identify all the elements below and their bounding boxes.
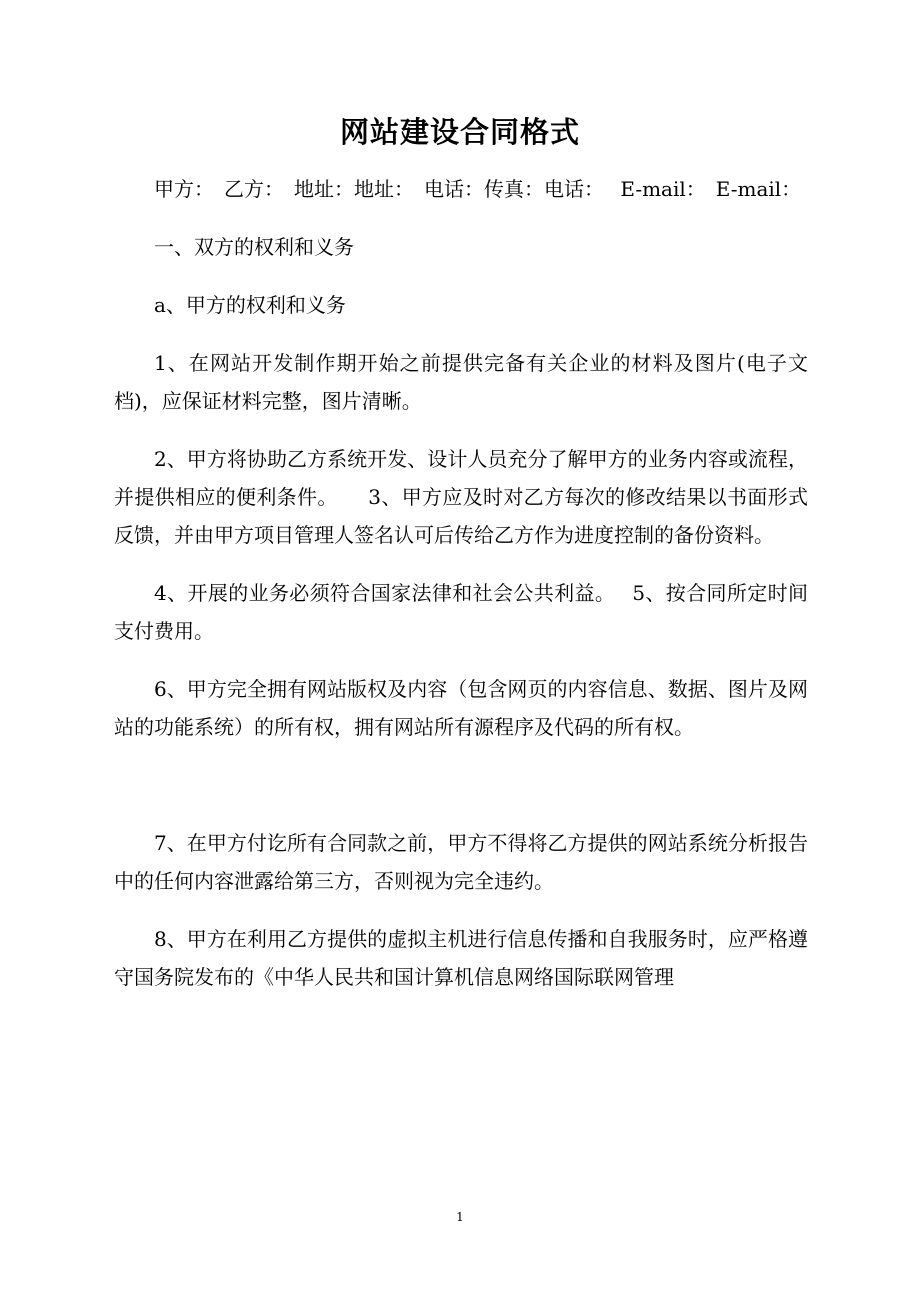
clause-2-3: 2、甲方将协助乙方系统开发、设计人员充分了解甲方的业务内容或流程，并提供相应的便利条件。 3、甲方应及时对乙方每次的修改结果以书面形式反馈，并由甲方项目管理人签名认可后传给乙方作为进度控制的备份资料。 — [114, 447, 808, 547]
section-heading-rights-obligations: 一、双方的权利和义务 — [154, 235, 354, 259]
clause-7: 7、在甲方付讫所有合同款之前，甲方不得将乙方提供的网站系统分析报告中的任何内容泄露给第三方，否则视为完全违约。 — [114, 831, 808, 893]
party-info-paragraph: 甲方： 乙方： 地址：地址： 电话：传真：电话： E-mail： E-mail： — [154, 177, 802, 201]
clause-6: 6、甲方完全拥有网站版权及内容（包含网页的内容信息、数据、图片及网站的功能系统）的所有权，拥有网站所有源程序及代码的所有权。 — [114, 677, 808, 739]
contract-body — [114, 170, 808, 1016]
clause-8: 8、甲方在利用乙方提供的虚拟主机进行信息传播和自我服务时，应严格遵守国务院发布的《中华人民共和国计算机信息网络国际联网管理 — [114, 927, 808, 989]
page-number: 1 — [456, 1210, 464, 1224]
subsection-heading-party-a: a、甲方的权利和义务 — [154, 293, 346, 317]
clause-4-5: 4、开展的业务必须符合国家法律和社会公共利益。 5、按合同所定时间支付费用。 — [114, 581, 808, 643]
page-title: 网站建设合同格式 — [339, 115, 580, 149]
clause-1: 1、在网站开发制作期开始之前提供完备有关企业的材料及图片(电子文档)，应保证材料完整，图片清晰。 — [114, 351, 808, 413]
